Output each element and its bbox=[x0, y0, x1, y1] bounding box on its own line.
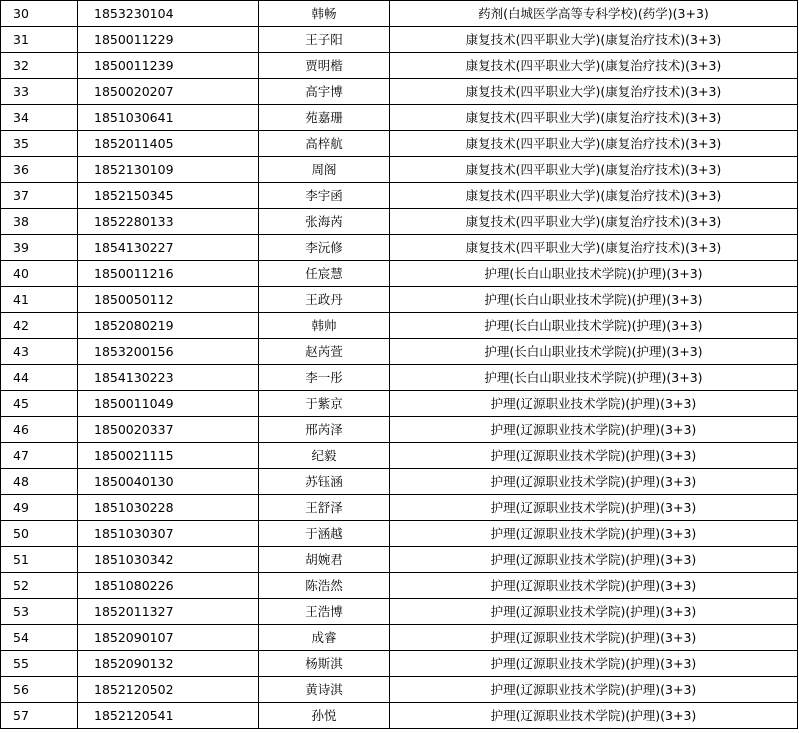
cell-number: 46 bbox=[1, 417, 78, 443]
table-row bbox=[1, 469, 798, 495]
cell-major: 护理(辽源职业技术学院)(护理)(3+3) bbox=[390, 651, 798, 677]
table-row bbox=[1, 339, 798, 365]
cell-major: 护理(辽源职业技术学院)(护理)(3+3) bbox=[390, 547, 798, 573]
cell-name: 赵芮萱 bbox=[259, 339, 390, 365]
table-body bbox=[1, 0, 798, 729]
cell-name: 韩帅 bbox=[259, 313, 390, 339]
cell-exam-id: 1850020337 bbox=[78, 417, 259, 443]
cell-number: 34 bbox=[1, 105, 78, 131]
cell-number: 54 bbox=[1, 625, 78, 651]
cell-name: 高宇博 bbox=[259, 79, 390, 105]
cell-exam-id: 1852080219 bbox=[78, 313, 259, 339]
cell-exam-id: 1852280133 bbox=[78, 209, 259, 235]
cell-major: 康复技术(四平职业大学)(康复治疗技术)(3+3) bbox=[390, 235, 798, 261]
cell-major: 护理(辽源职业技术学院)(护理)(3+3) bbox=[390, 599, 798, 625]
cell-number: 43 bbox=[1, 339, 78, 365]
cell-major: 护理(辽源职业技术学院)(护理)(3+3) bbox=[390, 625, 798, 651]
cell-exam-id: 1851030342 bbox=[78, 547, 259, 573]
cell-name: 王政丹 bbox=[259, 287, 390, 313]
cell-number: 47 bbox=[1, 443, 78, 469]
cell-exam-id: 1852150345 bbox=[78, 183, 259, 209]
cell-major: 康复技术(四平职业大学)(康复治疗技术)(3+3) bbox=[390, 131, 798, 157]
cell-name: 周阁 bbox=[259, 157, 390, 183]
cell-exam-id: 1850011239 bbox=[78, 53, 259, 79]
cell-number: 55 bbox=[1, 651, 78, 677]
cell-exam-id: 1850011049 bbox=[78, 391, 259, 417]
cell-number: 41 bbox=[1, 287, 78, 313]
cell-name: 杨斯淇 bbox=[259, 651, 390, 677]
cell-major: 康复技术(四平职业大学)(康复治疗技术)(3+3) bbox=[390, 53, 798, 79]
cell-name: 于涵越 bbox=[259, 521, 390, 547]
cell-exam-id: 1851030228 bbox=[78, 495, 259, 521]
table-row bbox=[1, 365, 798, 391]
cell-major: 护理(长白山职业技术学院)(护理)(3+3) bbox=[390, 339, 798, 365]
cell-number: 40 bbox=[1, 261, 78, 287]
cell-name: 张海芮 bbox=[259, 209, 390, 235]
cell-number: 50 bbox=[1, 521, 78, 547]
cell-number: 48 bbox=[1, 469, 78, 495]
cell-exam-id: 1850020207 bbox=[78, 79, 259, 105]
cell-name: 韩畅 bbox=[259, 1, 390, 27]
cell-major: 康复技术(四平职业大学)(康复治疗技术)(3+3) bbox=[390, 105, 798, 131]
table-row bbox=[1, 261, 798, 287]
cell-number: 49 bbox=[1, 495, 78, 521]
cell-name: 王舒泽 bbox=[259, 495, 390, 521]
cell-major: 护理(辽源职业技术学院)(护理)(3+3) bbox=[390, 495, 798, 521]
cell-number: 31 bbox=[1, 27, 78, 53]
cell-name: 纪毅 bbox=[259, 443, 390, 469]
cell-major: 护理(长白山职业技术学院)(护理)(3+3) bbox=[390, 365, 798, 391]
cell-major: 康复技术(四平职业大学)(康复治疗技术)(3+3) bbox=[390, 27, 798, 53]
table-row bbox=[1, 573, 798, 599]
cell-exam-id: 1851080226 bbox=[78, 573, 259, 599]
cell-name: 孙悦 bbox=[259, 703, 390, 729]
cell-name: 贾明楷 bbox=[259, 53, 390, 79]
cell-major: 药剂(白城医学高等专科学校)(药学)(3+3) bbox=[390, 1, 798, 27]
table-row bbox=[1, 209, 798, 235]
table-row bbox=[1, 27, 798, 53]
cell-number: 45 bbox=[1, 391, 78, 417]
table-row bbox=[1, 651, 798, 677]
table-row bbox=[1, 53, 798, 79]
cell-major: 护理(辽源职业技术学院)(护理)(3+3) bbox=[390, 443, 798, 469]
table-row bbox=[1, 313, 798, 339]
cell-exam-id: 1852090132 bbox=[78, 651, 259, 677]
cell-name: 王浩博 bbox=[259, 599, 390, 625]
cell-exam-id: 1853230104 bbox=[78, 1, 259, 27]
cell-major: 康复技术(四平职业大学)(康复治疗技术)(3+3) bbox=[390, 183, 798, 209]
cell-name: 李沅修 bbox=[259, 235, 390, 261]
table-row bbox=[1, 417, 798, 443]
table-row bbox=[1, 391, 798, 417]
cell-name: 邢芮泽 bbox=[259, 417, 390, 443]
cell-name: 高梓航 bbox=[259, 131, 390, 157]
cell-major: 护理(辽源职业技术学院)(护理)(3+3) bbox=[390, 391, 798, 417]
cell-exam-id: 1852120541 bbox=[78, 703, 259, 729]
cell-major: 护理(辽源职业技术学院)(护理)(3+3) bbox=[390, 469, 798, 495]
cell-number: 36 bbox=[1, 157, 78, 183]
cell-number: 51 bbox=[1, 547, 78, 573]
cell-exam-id: 1852130109 bbox=[78, 157, 259, 183]
cell-exam-id: 1852090107 bbox=[78, 625, 259, 651]
cell-exam-id: 1852120502 bbox=[78, 677, 259, 703]
cell-name: 胡婉君 bbox=[259, 547, 390, 573]
cell-exam-id: 1854130223 bbox=[78, 365, 259, 391]
cell-major: 护理(长白山职业技术学院)(护理)(3+3) bbox=[390, 287, 798, 313]
cell-number: 32 bbox=[1, 53, 78, 79]
cell-number: 38 bbox=[1, 209, 78, 235]
cell-exam-id: 1854130227 bbox=[78, 235, 259, 261]
cell-exam-id: 1850021115 bbox=[78, 443, 259, 469]
cell-name: 陈浩然 bbox=[259, 573, 390, 599]
cell-name: 王子阳 bbox=[259, 27, 390, 53]
cell-name: 任宸慧 bbox=[259, 261, 390, 287]
cell-exam-id: 1851030641 bbox=[78, 105, 259, 131]
cell-major: 护理(长白山职业技术学院)(护理)(3+3) bbox=[390, 313, 798, 339]
cell-exam-id: 1852011405 bbox=[78, 131, 259, 157]
cell-number: 42 bbox=[1, 313, 78, 339]
cell-major: 康复技术(四平职业大学)(康复治疗技术)(3+3) bbox=[390, 157, 798, 183]
cell-name: 成睿 bbox=[259, 625, 390, 651]
cell-number: 35 bbox=[1, 131, 78, 157]
cell-number: 30 bbox=[1, 1, 78, 27]
cell-number: 44 bbox=[1, 365, 78, 391]
table-row bbox=[1, 521, 798, 547]
table-row bbox=[1, 443, 798, 469]
table-row bbox=[1, 1, 798, 27]
table-row bbox=[1, 677, 798, 703]
cell-major: 护理(辽源职业技术学院)(护理)(3+3) bbox=[390, 677, 798, 703]
cell-major: 护理(辽源职业技术学院)(护理)(3+3) bbox=[390, 703, 798, 729]
table-row bbox=[1, 131, 798, 157]
cell-major: 护理(辽源职业技术学院)(护理)(3+3) bbox=[390, 573, 798, 599]
table-row bbox=[1, 599, 798, 625]
cell-exam-id: 1851030307 bbox=[78, 521, 259, 547]
cell-major: 护理(辽源职业技术学院)(护理)(3+3) bbox=[390, 417, 798, 443]
cell-name: 李宇函 bbox=[259, 183, 390, 209]
cell-number: 56 bbox=[1, 677, 78, 703]
cell-major: 护理(长白山职业技术学院)(护理)(3+3) bbox=[390, 261, 798, 287]
cell-name: 于紫京 bbox=[259, 391, 390, 417]
cell-number: 37 bbox=[1, 183, 78, 209]
table-row bbox=[1, 79, 798, 105]
cell-number: 57 bbox=[1, 703, 78, 729]
cell-number: 39 bbox=[1, 235, 78, 261]
table-row bbox=[1, 495, 798, 521]
cell-exam-id: 1852011327 bbox=[78, 599, 259, 625]
cell-exam-id: 1850050112 bbox=[78, 287, 259, 313]
cell-exam-id: 1850040130 bbox=[78, 469, 259, 495]
cell-name: 李一彤 bbox=[259, 365, 390, 391]
table-row bbox=[1, 105, 798, 131]
cell-name: 黄诗淇 bbox=[259, 677, 390, 703]
table-row bbox=[1, 625, 798, 651]
cell-exam-id: 1853200156 bbox=[78, 339, 259, 365]
cell-major: 康复技术(四平职业大学)(康复治疗技术)(3+3) bbox=[390, 209, 798, 235]
table-row bbox=[1, 703, 798, 729]
cell-major: 康复技术(四平职业大学)(康复治疗技术)(3+3) bbox=[390, 79, 798, 105]
table-row bbox=[1, 183, 798, 209]
cell-number: 53 bbox=[1, 599, 78, 625]
table-row bbox=[1, 547, 798, 573]
table-row bbox=[1, 287, 798, 313]
table-row bbox=[1, 157, 798, 183]
cell-name: 苑嘉珊 bbox=[259, 105, 390, 131]
cell-name: 苏钰涵 bbox=[259, 469, 390, 495]
cell-number: 52 bbox=[1, 573, 78, 599]
cell-exam-id: 1850011216 bbox=[78, 261, 259, 287]
cell-major: 护理(辽源职业技术学院)(护理)(3+3) bbox=[390, 521, 798, 547]
table-row bbox=[1, 235, 798, 261]
cell-exam-id: 1850011229 bbox=[78, 27, 259, 53]
cell-number: 33 bbox=[1, 79, 78, 105]
